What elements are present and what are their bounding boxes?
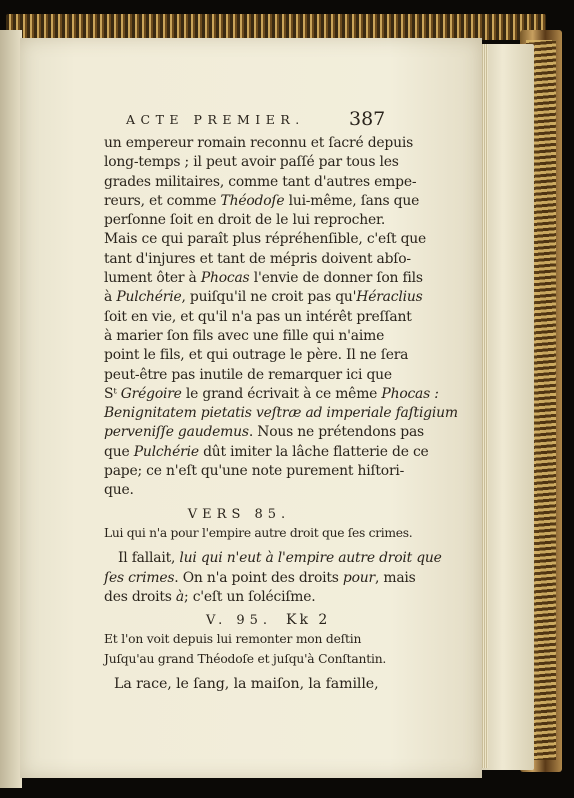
paragraph-line: pape; ce n'eſt qu'une note purement hiſtori- bbox=[104, 463, 405, 480]
commentary-line: des droits à; c'eſt un ſoléciſme. bbox=[104, 588, 316, 605]
paragraph-line: perſonne ſoit en droit de le lui reprocher. bbox=[104, 212, 386, 229]
paragraph-line: que Pulchérie dût imiter la lâche flatterie de ce bbox=[104, 443, 429, 460]
running-title: ACTE PREMIER. bbox=[126, 112, 305, 127]
paragraph-line: long-temps ; il peut avoir paſſé par tous les bbox=[104, 154, 399, 171]
next-page bbox=[482, 44, 534, 770]
paragraph-line: lument ôter à Phocas l'envie de donner ſon fils bbox=[104, 270, 423, 287]
paragraph-line: ſoit en vie, et qu'il n'a pas un intérêt preſſant bbox=[104, 308, 412, 325]
paragraph-line: tant d'injures et tant de mépris doivent abſo- bbox=[104, 250, 411, 267]
paragraph-line: Mais ce qui paraît plus répréhenſible, c'eſt que bbox=[104, 231, 427, 248]
paragraph-line: à Pulchérie, puiſqu'il ne croit pas qu'Héraclius bbox=[104, 289, 423, 306]
paragraph-line: reurs, et comme Théodoſe lui-même, ſans que bbox=[104, 192, 420, 209]
book-binding-top bbox=[6, 14, 546, 40]
paragraph-line: à marier ſon fils avec une fille qui n'aime bbox=[104, 327, 385, 344]
paragraph-line: un empereur romain reconnu et ſacré depuis bbox=[104, 135, 414, 151]
paragraph-line: grades militaires, comme tant d'autres empe- bbox=[104, 173, 417, 190]
signature-mark: Kk 2 bbox=[286, 612, 331, 628]
page-text bbox=[104, 134, 458, 694]
commentary-line: Il fallait, lui qui n'eut à l'empire autre droit que bbox=[118, 550, 442, 567]
paragraph-line: point le fils, et qui outrage le père. Il ne ſera bbox=[104, 347, 409, 364]
verse-reference-95: V. 95. bbox=[205, 613, 273, 629]
paragraph-line: peut-être pas inutile de remarquer ici que bbox=[104, 366, 392, 383]
verse-quote-85: Lui qui n'a pour l'empire autre droit que ſes crimes. bbox=[104, 525, 413, 540]
verse-reference-85: VERS 85. bbox=[187, 506, 291, 522]
commentary-85 bbox=[104, 549, 442, 607]
paragraph-line: Benignitatem pietatis veſtræ ad imperiale faſtigium bbox=[104, 405, 458, 422]
verse-quote-95-line-1: Et l'on voit depuis lui remonter mon deſtin bbox=[104, 632, 362, 647]
verse-quote-95-line-2: Juſqu'au grand Théodoſe et juſqu'à Conſtantin. bbox=[104, 651, 387, 666]
paragraph-line: Sᵗ Grégoire le grand écrivait à ce même Phocas : bbox=[104, 385, 439, 402]
paragraph-line: perveniſſe gaudemus. Nous ne prétendons pas bbox=[104, 424, 424, 441]
catchline: La race, le ſang, la maiſon, la famille, bbox=[114, 676, 379, 693]
commentary-paragraph bbox=[104, 134, 458, 501]
paragraph-line: que. bbox=[104, 482, 134, 499]
page-number: 387 bbox=[349, 108, 386, 130]
previous-page-edge bbox=[0, 30, 22, 788]
commentary-line: ſes crimes. On n'a point des droits pour bbox=[104, 569, 375, 586]
